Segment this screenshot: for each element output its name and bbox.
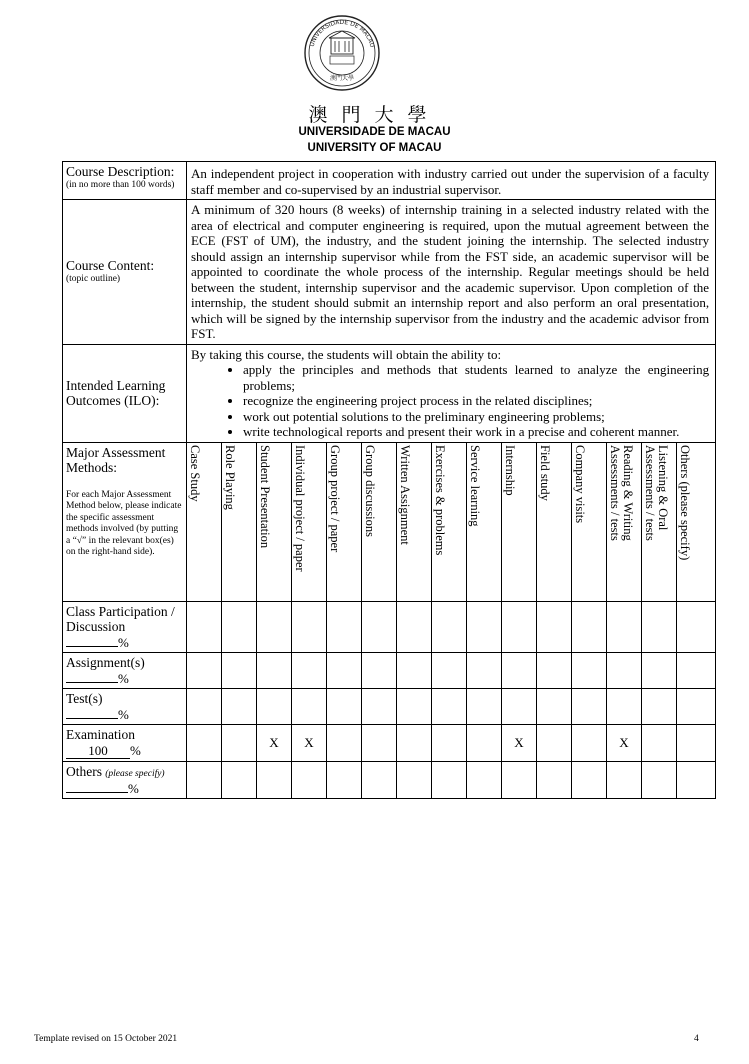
assessment-row-label — [63, 725, 187, 762]
method-label: Listening & Oral Assessments / tests — [643, 444, 670, 541]
mark-cell[interactable] — [572, 601, 607, 653]
row-label-note: (please specify) — [105, 769, 165, 779]
row-label-text: Assignment(s) — [66, 655, 145, 670]
university-english-name: UNIVERSITY OF MACAU — [307, 142, 442, 154]
mark-cell[interactable] — [432, 601, 467, 653]
mark-cell[interactable] — [292, 601, 327, 653]
mark-cell[interactable] — [537, 601, 572, 653]
seal-text-top: UNIVERSIDADE DE MACAU — [308, 18, 376, 49]
course-form-table — [62, 161, 716, 799]
mark-cell[interactable]: X — [502, 725, 537, 762]
mark-cell[interactable] — [292, 653, 327, 689]
mark-cell[interactable] — [222, 653, 257, 689]
percent-field[interactable] — [66, 682, 118, 683]
course-description-label-cell — [63, 162, 187, 200]
assessment-row-label — [63, 762, 187, 799]
ilo-label-cell — [63, 344, 187, 442]
method-label: Group project / paper — [328, 444, 342, 552]
mark-cell[interactable] — [257, 601, 292, 653]
method-label: Role Playing — [223, 444, 237, 510]
mark-cell[interactable] — [607, 601, 642, 653]
method-header — [187, 442, 222, 601]
percent-field[interactable] — [66, 718, 118, 719]
mark-cell[interactable] — [642, 725, 677, 762]
method-header — [257, 442, 292, 601]
mark-cell[interactable] — [397, 689, 432, 725]
mark-cell[interactable] — [362, 725, 397, 762]
percent-sign: % — [118, 634, 129, 650]
row-label-text: Others — [66, 764, 102, 779]
mark-cell[interactable] — [362, 762, 397, 799]
mark-cell[interactable] — [222, 601, 257, 653]
method-label: Group discussions — [363, 444, 377, 537]
method-header — [327, 442, 362, 601]
percent-sign: % — [128, 780, 139, 796]
method-header — [397, 442, 432, 601]
mark-cell[interactable] — [642, 653, 677, 689]
mark-cell[interactable] — [362, 653, 397, 689]
method-label: Written Assignment — [398, 444, 412, 545]
method-header — [432, 442, 467, 601]
method-label: Service learning — [468, 444, 482, 527]
mark-cell[interactable] — [187, 601, 222, 653]
ilo-content — [187, 344, 716, 442]
university-chinese-name: 澳門大學 — [308, 104, 441, 126]
mark-cell[interactable] — [467, 762, 502, 799]
mark-cell[interactable] — [572, 725, 607, 762]
mark-cell[interactable] — [292, 689, 327, 725]
mark-cell[interactable] — [432, 725, 467, 762]
course-content-label-cell — [63, 200, 187, 345]
course-description-note: (in no more than 100 words) — [66, 179, 175, 190]
course-description-text: An independent project in cooperation with industry carried out under the supervision of a faculty staff member and co-supervised by an industrial supervisor. — [187, 162, 716, 200]
assessment-row-label — [63, 689, 187, 725]
mark-cell[interactable] — [187, 725, 222, 762]
method-header — [362, 442, 397, 601]
ilo-item: • work out potential solutions to the preliminary engineering problems; — [243, 409, 709, 425]
assessment-row-tests — [63, 689, 716, 725]
seal-text-bottom: 澳門大學 — [329, 75, 355, 82]
percent-sign: % — [130, 742, 141, 758]
course-description-label: Course Description: — [66, 164, 175, 179]
method-label: Case Study — [188, 444, 202, 502]
mark-cell[interactable] — [642, 762, 677, 799]
row-label-text: Class Participation / Discussion — [66, 603, 175, 634]
mark-cell[interactable] — [467, 601, 502, 653]
mark-cell[interactable] — [187, 689, 222, 725]
row-label-text: Test(s) — [66, 691, 103, 706]
mark-cell[interactable] — [607, 653, 642, 689]
assessment-row-examination — [63, 725, 716, 762]
assessment-row-class-participation — [63, 601, 716, 653]
mark-cell[interactable] — [327, 601, 362, 653]
method-header — [677, 442, 716, 601]
mark-cell[interactable] — [607, 689, 642, 725]
method-header — [467, 442, 502, 601]
mark-cell[interactable] — [397, 653, 432, 689]
mark-cell[interactable] — [257, 762, 292, 799]
mark-cell[interactable] — [222, 725, 257, 762]
assessment-row-assignments — [63, 653, 716, 689]
mark-cell[interactable] — [677, 653, 716, 689]
mark-cell[interactable] — [397, 601, 432, 653]
assessment-row-label — [63, 601, 187, 653]
ilo-item: • apply the principles and methods that students learned to analyze the engineering problems; — [243, 362, 709, 393]
method-label: Student Presentation — [258, 444, 272, 548]
method-header — [292, 442, 327, 601]
mark-cell[interactable] — [642, 689, 677, 725]
mark-cell[interactable] — [502, 653, 537, 689]
mark-cell[interactable] — [572, 689, 607, 725]
page-number: 4 — [694, 1034, 699, 1044]
mark-cell[interactable] — [432, 689, 467, 725]
course-content-label: Course Content: — [66, 258, 155, 274]
university-portuguese-name: UNIVERSIDADE DE MACAU — [298, 126, 451, 138]
mark-cell[interactable] — [327, 725, 362, 762]
method-header — [537, 442, 572, 601]
mark-cell[interactable]: X — [607, 725, 642, 762]
mark-cell[interactable] — [257, 689, 292, 725]
ilo-item: • recognize the engineering project process in the related disciplines; — [243, 393, 709, 409]
mark-cell[interactable] — [327, 653, 362, 689]
course-content-text: A minimum of 320 hours (8 weeks) of internship training in a selected industry related with the area of electrical and computer engineering is required, upon the mutual agreement between the ECE (FST of UM), the industry, and the student joining the internship. The selected industry should assign an internship supervisor while from the FST side, an academic supervisor will be appointed to coordinate the whole process of the internship. Regular meetings should be held between the student, internship supervisor and the academic supervisor. Upon completion of the internship, the student should submit an internship report and also perform an oral presentation, which will be signed by the internship supervisor from the industry and the academic advisor from FST. — [187, 200, 716, 345]
course-content-note: (topic outline) — [66, 273, 121, 284]
mark-cell[interactable] — [677, 762, 716, 799]
mark-cell[interactable] — [677, 689, 716, 725]
ilo-item: • write technological reports and present their work in a precise and coherent manner. — [243, 424, 709, 440]
mark-cell[interactable] — [327, 762, 362, 799]
row-label-text: Examination — [66, 727, 135, 742]
mark-cell[interactable] — [432, 762, 467, 799]
mark-cell[interactable] — [222, 689, 257, 725]
percent-field[interactable] — [66, 792, 128, 793]
mark-cell[interactable] — [537, 725, 572, 762]
mark-cell[interactable] — [362, 601, 397, 653]
university-seal-icon — [303, 14, 381, 92]
course-content-row — [63, 200, 716, 345]
method-header — [572, 442, 607, 601]
mark-cell[interactable] — [187, 762, 222, 799]
mark-cell[interactable] — [257, 653, 292, 689]
mark-cell[interactable]: X — [257, 725, 292, 762]
mark-cell[interactable] — [502, 762, 537, 799]
mark-cell[interactable] — [222, 762, 257, 799]
assessment-label-cell — [63, 442, 187, 601]
method-label: Individual project / paper — [293, 444, 307, 572]
assessment-header-row — [63, 442, 716, 601]
mark-cell[interactable] — [642, 601, 677, 653]
assessment-note: For each Major Assessment Method below, please indicate the specific assessment methods involved (by putting a “√” in the relevant box(es) on the right-hand side). — [66, 489, 182, 557]
mark-cell[interactable] — [572, 762, 607, 799]
method-header — [502, 442, 537, 601]
course-description-row — [63, 162, 716, 200]
mark-cell[interactable] — [187, 653, 222, 689]
method-label: Others (please specify) — [678, 444, 692, 560]
assessment-label: Major Assessment Methods: — [66, 444, 166, 475]
percent-sign: % — [118, 706, 129, 722]
method-header — [642, 442, 677, 601]
percent-field[interactable]: 100 — [66, 743, 130, 760]
percent-field[interactable] — [66, 646, 118, 647]
mark-cell[interactable] — [397, 725, 432, 762]
mark-cell[interactable] — [362, 689, 397, 725]
mark-cell[interactable] — [327, 689, 362, 725]
method-header — [607, 442, 642, 601]
assessment-row-others — [63, 762, 716, 799]
mark-cell[interactable]: X — [292, 725, 327, 762]
mark-cell[interactable] — [467, 725, 502, 762]
mark-cell[interactable] — [432, 653, 467, 689]
mark-cell[interactable] — [502, 601, 537, 653]
method-label: Internship — [503, 444, 517, 496]
mark-cell[interactable] — [397, 762, 432, 799]
percent-sign: % — [118, 670, 129, 686]
mark-cell[interactable] — [537, 653, 572, 689]
mark-cell[interactable] — [537, 762, 572, 799]
method-label: Field study — [538, 444, 552, 501]
method-header — [222, 442, 257, 601]
mark-cell[interactable] — [537, 689, 572, 725]
mark-cell[interactable] — [502, 689, 537, 725]
mark-cell[interactable] — [467, 689, 502, 725]
mark-cell[interactable] — [572, 653, 607, 689]
ilo-label: Intended Learning Outcomes (ILO): — [66, 377, 166, 408]
mark-cell[interactable] — [292, 762, 327, 799]
mark-cell[interactable] — [607, 762, 642, 799]
ilo-row — [63, 344, 716, 442]
method-label: Exercises & problems — [433, 444, 447, 555]
mark-cell[interactable] — [677, 601, 716, 653]
method-label: Reading & Writing Assessments / tests — [608, 444, 635, 541]
mark-cell[interactable] — [677, 725, 716, 762]
ilo-intro: By taking this course, the students will obtain the ability to: — [191, 346, 502, 362]
assessment-row-label — [63, 653, 187, 689]
mark-cell[interactable] — [467, 653, 502, 689]
method-label: Company visits — [573, 444, 587, 523]
ilo-list — [191, 362, 709, 440]
template-revision-note: Template revised on 15 October 2021 — [34, 1034, 178, 1044]
